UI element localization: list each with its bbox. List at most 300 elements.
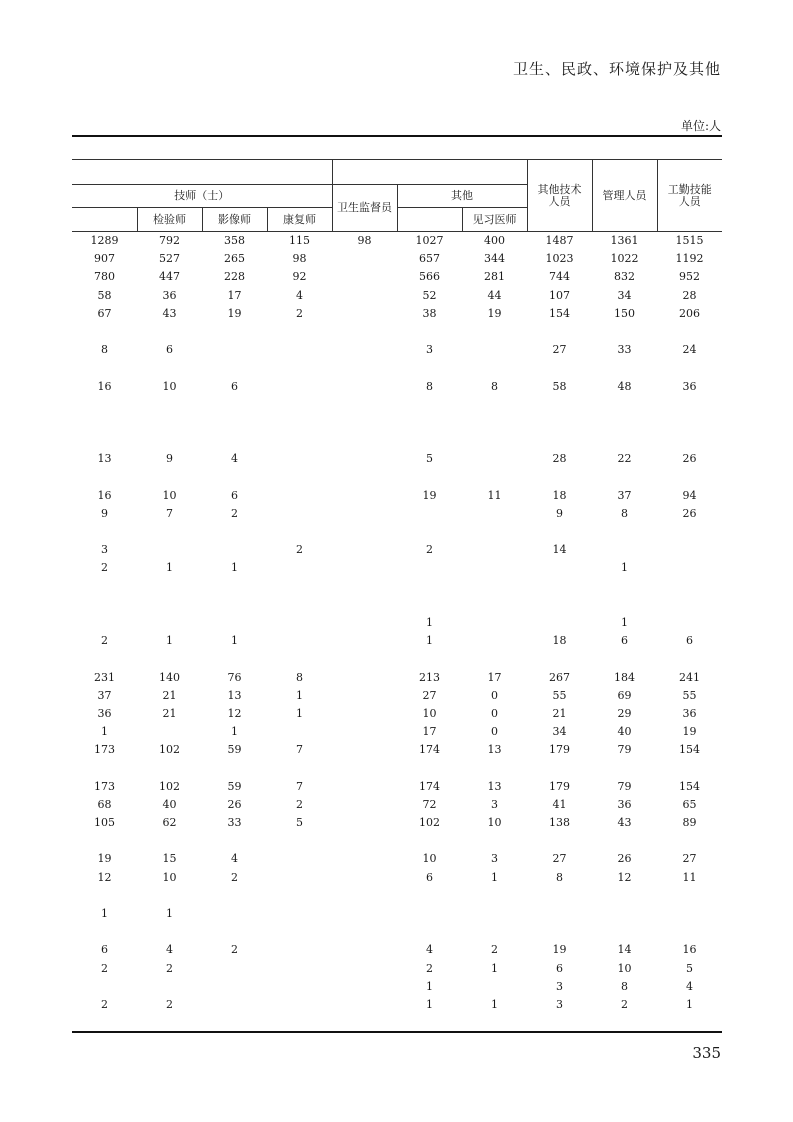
table-cell: 10: [617, 961, 632, 975]
table-cell: [267, 632, 332, 650]
table-cell: [527, 432, 592, 450]
table-row: [72, 741, 722, 759]
table-cell: [527, 523, 592, 541]
table-cell: 6: [231, 379, 238, 393]
table-cell: 8: [296, 670, 303, 684]
table-cell: 3: [491, 852, 498, 866]
table-cell: [592, 759, 657, 777]
table-cell: [137, 359, 202, 377]
table-cell: [267, 468, 332, 486]
table-cell: 2: [101, 561, 108, 575]
table-cell: 744: [549, 270, 571, 284]
table-cell: [592, 414, 657, 432]
table-cell: 9: [166, 452, 173, 466]
table-cell: 1: [621, 616, 629, 630]
table-cell: [397, 323, 462, 341]
table-cell: 16: [682, 943, 697, 957]
table-cell: [332, 960, 397, 978]
table-cell: [332, 905, 397, 923]
table-cell: [72, 650, 137, 668]
table-cell: 140: [159, 670, 180, 684]
table-cell: 6: [556, 961, 564, 975]
header-health-supervisor: 卫生监督员: [332, 185, 397, 232]
table-cell: 3: [426, 343, 433, 357]
header-management-label: 管理人员: [602, 188, 647, 202]
table-cell: 1: [231, 634, 238, 648]
table-cell: [332, 869, 397, 887]
table-cell: [137, 650, 202, 668]
table-cell: [592, 832, 657, 850]
table-cell: [657, 468, 722, 486]
table-cell: [592, 923, 657, 941]
table-cell: 69: [617, 688, 632, 702]
table-cell: [462, 432, 527, 450]
table-cell: 2: [101, 634, 108, 648]
table-cell: 1: [491, 997, 498, 1011]
table-row: [72, 559, 722, 577]
table-cell: [592, 396, 657, 414]
table-cell: 0: [491, 706, 498, 720]
table-cell: [332, 250, 397, 268]
table-cell: 36: [682, 706, 697, 720]
table-cell: [72, 432, 137, 450]
table-cell: [332, 505, 397, 523]
table-cell: 2: [296, 543, 303, 557]
table-cell: 37: [97, 688, 112, 702]
table-cell: 527: [159, 252, 180, 266]
table-cell: [137, 832, 202, 850]
table-cell: 102: [159, 743, 180, 757]
table-cell: 19: [682, 725, 697, 739]
table-cell: 7: [166, 506, 173, 520]
table-cell: 13: [97, 452, 112, 466]
table-cell: 2: [101, 961, 108, 975]
table-cell: 6: [231, 488, 238, 502]
table-cell: 21: [162, 688, 177, 702]
table-cell: [592, 650, 657, 668]
table-cell: 10: [162, 379, 177, 393]
header-other-total: [397, 208, 462, 232]
table-cell: [267, 923, 332, 941]
table-cell: 154: [679, 779, 701, 793]
table-cell: 1: [491, 870, 498, 884]
table-cell: [137, 578, 202, 596]
table-cell: [332, 996, 397, 1014]
table-cell: [527, 650, 592, 668]
table-cell: 40: [162, 797, 177, 811]
table-cell: 1022: [610, 252, 639, 266]
table-cell: [527, 578, 592, 596]
table-row: [72, 941, 722, 959]
table-cell: 37: [617, 488, 632, 502]
table-cell: 7: [296, 779, 303, 793]
table-cell: 1361: [610, 234, 639, 248]
table-cell: [462, 505, 527, 523]
table-cell: [462, 559, 527, 577]
table-cell: 17: [422, 725, 437, 739]
table-cell: [527, 614, 592, 632]
table-row: [72, 505, 722, 523]
table-row: [72, 759, 722, 777]
table-cell: 21: [162, 706, 177, 720]
table-cell: [592, 359, 657, 377]
table-cell: 344: [484, 252, 505, 266]
table-cell: 179: [549, 779, 571, 793]
table-cell: 12: [617, 870, 632, 884]
table-row: [72, 978, 722, 996]
table-cell: [332, 832, 397, 850]
table-cell: 1: [426, 979, 433, 993]
table-cell: [137, 541, 202, 559]
table-cell: 174: [419, 743, 440, 757]
table-cell: 228: [224, 270, 245, 284]
table-cell: [527, 396, 592, 414]
table-cell: 27: [552, 343, 567, 357]
table-cell: 98: [357, 234, 372, 248]
table-cell: [202, 996, 267, 1014]
table-cell: [137, 759, 202, 777]
table-cell: [267, 341, 332, 359]
table-cell: [657, 759, 722, 777]
table-row: [72, 341, 722, 359]
table-cell: 15: [162, 852, 177, 866]
table-cell: [462, 978, 527, 996]
table-cell: [332, 450, 397, 468]
table-cell: 1487: [545, 234, 574, 248]
table-cell: 1: [686, 997, 694, 1011]
table-cell: 1515: [675, 234, 704, 248]
table-cell: [527, 359, 592, 377]
table-cell: [137, 432, 202, 450]
table-cell: 150: [614, 306, 636, 320]
table-cell: [267, 887, 332, 905]
table-cell: 9: [556, 506, 564, 520]
table-cell: 4: [686, 979, 694, 993]
table-cell: [332, 759, 397, 777]
table-cell: [202, 887, 267, 905]
statistics-table: [72, 159, 722, 1014]
bottom-rule: [72, 1031, 722, 1033]
table-cell: 1: [296, 706, 303, 720]
table-cell: 400: [484, 234, 505, 248]
table-row: [72, 832, 722, 850]
table-cell: [267, 960, 332, 978]
table-cell: 36: [97, 706, 112, 720]
table-cell: [332, 432, 397, 450]
table-cell: 832: [614, 270, 636, 284]
table-cell: 58: [97, 288, 112, 302]
table-cell: 27: [552, 852, 567, 866]
table-row: [72, 996, 722, 1014]
table-cell: [397, 759, 462, 777]
table-cell: [267, 850, 332, 868]
table-cell: 105: [94, 816, 115, 830]
table-cell: 10: [162, 870, 177, 884]
table-row: [72, 887, 722, 905]
table-cell: 154: [679, 743, 701, 757]
table-cell: 19: [487, 306, 502, 320]
table-cell: [462, 632, 527, 650]
table-cell: 2: [621, 997, 629, 1011]
table-cell: 281: [484, 270, 505, 284]
table-row: [72, 323, 722, 341]
table-cell: [202, 923, 267, 941]
table-row: [72, 432, 722, 450]
table-cell: [137, 414, 202, 432]
table-row: [72, 960, 722, 978]
table-cell: [332, 559, 397, 577]
table-cell: [267, 505, 332, 523]
table-cell: [332, 814, 397, 832]
table-cell: [332, 941, 397, 959]
table-cell: 1: [296, 688, 303, 702]
table-row: [72, 632, 722, 650]
table-cell: [202, 541, 267, 559]
table-cell: [202, 341, 267, 359]
table-row: [72, 541, 722, 559]
table-cell: [267, 978, 332, 996]
table-cell: 55: [682, 688, 697, 702]
table-row: [72, 268, 722, 286]
table-cell: 0: [491, 688, 498, 702]
table-cell: [267, 396, 332, 414]
table-cell: [332, 378, 397, 396]
table-cell: 792: [159, 234, 180, 248]
table-cell: [592, 523, 657, 541]
table-cell: [592, 887, 657, 905]
table-cell: [462, 905, 527, 923]
table-cell: 48: [617, 379, 632, 393]
table-cell: [267, 359, 332, 377]
table-cell: [397, 559, 462, 577]
table-cell: 6: [101, 943, 108, 957]
table-cell: 154: [549, 306, 571, 320]
table-cell: [332, 341, 397, 359]
table-cell: 40: [617, 725, 632, 739]
table-cell: 36: [162, 288, 177, 302]
table-row: [72, 232, 722, 251]
table-cell: 27: [422, 688, 437, 702]
table-cell: [267, 723, 332, 741]
table-cell: 11: [487, 488, 502, 502]
table-cell: [202, 960, 267, 978]
table-cell: [397, 359, 462, 377]
table-cell: [657, 832, 722, 850]
table-cell: [397, 905, 462, 923]
table-row: [72, 614, 722, 632]
table-cell: 2: [491, 943, 498, 957]
table-cell: 2: [426, 961, 433, 975]
table-cell: 36: [617, 797, 632, 811]
table-cell: [202, 468, 267, 486]
table-cell: [332, 650, 397, 668]
table-cell: [527, 923, 592, 941]
table-cell: [462, 523, 527, 541]
table-cell: [267, 559, 332, 577]
table-cell: [332, 596, 397, 614]
table-cell: [137, 978, 202, 996]
table-cell: 12: [227, 706, 242, 720]
table-cell: 3: [556, 979, 564, 993]
table-cell: 92: [292, 270, 307, 284]
header-row-top: [72, 160, 722, 185]
table-cell: 41: [552, 797, 567, 811]
table-cell: [592, 596, 657, 614]
unit-label: 单位:人: [680, 119, 721, 133]
table-cell: 1: [101, 725, 108, 739]
table-cell: [202, 359, 267, 377]
table-cell: [267, 323, 332, 341]
table-cell: 102: [159, 779, 180, 793]
table-cell: [332, 923, 397, 941]
table-cell: 17: [487, 670, 502, 684]
table-cell: 2: [231, 870, 238, 884]
table-row: [72, 669, 722, 687]
table-cell: [332, 396, 397, 414]
table-cell: [462, 341, 527, 359]
table-row: [72, 778, 722, 796]
table-cell: 36: [682, 379, 697, 393]
table-cell: [592, 578, 657, 596]
table-cell: [397, 923, 462, 941]
table-cell: 11: [682, 870, 697, 884]
table-cell: [72, 614, 137, 632]
table-cell: 24: [682, 343, 697, 357]
table-cell: 2: [166, 961, 173, 975]
table-row: [72, 250, 722, 268]
table-cell: [202, 596, 267, 614]
table-cell: [332, 796, 397, 814]
table-cell: [72, 887, 137, 905]
table-cell: 72: [422, 797, 437, 811]
table-cell: [332, 723, 397, 741]
table-cell: [332, 632, 397, 650]
table-cell: [267, 996, 332, 1014]
table-cell: 179: [549, 743, 571, 757]
table-cell: [657, 596, 722, 614]
table-cell: [332, 705, 397, 723]
table-cell: 34: [617, 288, 632, 302]
table-cell: 447: [159, 270, 180, 284]
table-cell: 2: [296, 306, 303, 320]
header-service-tech: [657, 160, 722, 232]
table-row: [72, 359, 722, 377]
table-row: [72, 814, 722, 832]
table-cell: 907: [94, 252, 115, 266]
table-cell: 19: [227, 306, 242, 320]
table-cell: 33: [617, 343, 632, 357]
table-cell: 59: [227, 743, 242, 757]
table-cell: 1027: [415, 234, 444, 248]
table-cell: [202, 759, 267, 777]
table-cell: 13: [227, 688, 242, 702]
table-cell: [657, 559, 722, 577]
table-cell: [267, 596, 332, 614]
table-cell: [332, 523, 397, 541]
table-cell: 1: [166, 561, 173, 575]
table-cell: 4: [231, 852, 238, 866]
table-cell: 8: [426, 379, 433, 393]
table-cell: 1: [426, 997, 433, 1011]
table-cell: 22: [617, 452, 632, 466]
table-row: [72, 905, 722, 923]
table-cell: [267, 832, 332, 850]
header-rehab-technician: 康复师: [267, 208, 332, 232]
table-cell: 0: [491, 725, 498, 739]
table-cell: 107: [549, 288, 571, 302]
table-cell: [462, 468, 527, 486]
table-cell: [137, 596, 202, 614]
table-cell: 13: [487, 779, 502, 793]
table-cell: 102: [419, 816, 440, 830]
table-body: [72, 232, 722, 1015]
table-cell: 358: [224, 234, 245, 248]
table-cell: [657, 523, 722, 541]
table-cell: 10: [487, 816, 502, 830]
table-cell: [527, 832, 592, 850]
table-cell: 1: [231, 725, 238, 739]
table-cell: [137, 323, 202, 341]
table-cell: 59: [227, 779, 242, 793]
table-cell: [657, 541, 722, 559]
table-cell: 3: [101, 543, 108, 557]
table-cell: 6: [166, 343, 173, 357]
table-row: [72, 487, 722, 505]
table-row: [72, 378, 722, 396]
table-cell: [657, 923, 722, 941]
table-row: [72, 396, 722, 414]
table-cell: 52: [422, 288, 437, 302]
header-management: [592, 160, 657, 232]
table-cell: [267, 905, 332, 923]
table-cell: [267, 432, 332, 450]
table-cell: [267, 650, 332, 668]
table-cell: [332, 487, 397, 505]
table-cell: [267, 414, 332, 432]
table-cell: 5: [686, 961, 694, 975]
table-cell: [202, 323, 267, 341]
table-cell: [592, 432, 657, 450]
table-cell: [397, 523, 462, 541]
table-cell: 19: [97, 852, 112, 866]
header-technician-total: [72, 208, 137, 232]
table-cell: 34: [552, 725, 567, 739]
table-cell: 1: [231, 561, 238, 575]
table-cell: [72, 396, 137, 414]
table-cell: 1: [491, 961, 498, 975]
table-cell: [332, 323, 397, 341]
table-cell: [397, 596, 462, 614]
table-cell: [72, 323, 137, 341]
header-service-tech-label: 工勤技能人员: [667, 182, 712, 208]
table-cell: [72, 523, 137, 541]
table-cell: [137, 468, 202, 486]
table-row: [72, 287, 722, 305]
table-cell: 4: [166, 943, 173, 957]
table-cell: 12: [97, 870, 112, 884]
table-cell: [332, 887, 397, 905]
table-cell: [592, 323, 657, 341]
table-cell: [592, 905, 657, 923]
table-cell: 3: [491, 797, 498, 811]
table-cell: 21: [552, 706, 567, 720]
table-cell: [527, 468, 592, 486]
table-cell: [332, 305, 397, 323]
table-cell: [267, 941, 332, 959]
table-cell: 79: [617, 779, 632, 793]
table-cell: 8: [621, 979, 629, 993]
table-cell: [202, 978, 267, 996]
